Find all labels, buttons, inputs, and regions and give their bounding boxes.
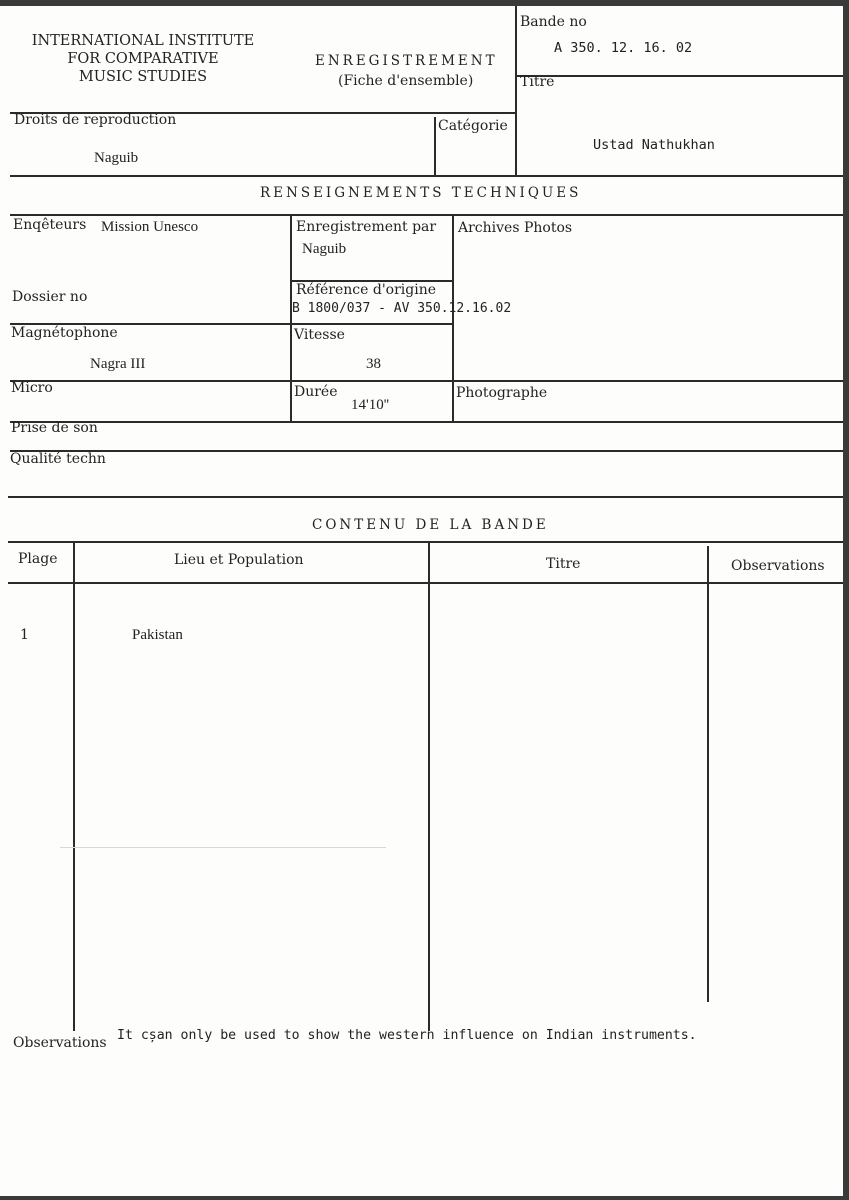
col-header-titre: Titre [546, 556, 581, 572]
table-col-divider-1 [73, 541, 75, 1031]
dossier-label: Dossier no [12, 289, 88, 305]
prise-de-son-label: Prise de son [11, 420, 98, 436]
enqueteurs-value: Mission Unesco [101, 219, 199, 235]
faint-mark [60, 847, 386, 848]
bande-label: Bande no [520, 14, 587, 30]
reference-value: B 1800/037 - AV 350.12.16.02 [292, 301, 512, 316]
tech-col-divider-1 [290, 214, 292, 422]
micro-label: Micro [11, 380, 53, 396]
table-header-rule [8, 582, 843, 584]
qualite-rule [10, 450, 843, 452]
form-subtitle: (Fiche d'ensemble) [338, 73, 474, 89]
institute-line-1: INTERNATIONAL INSTITUTE [31, 33, 255, 49]
recording-form [0, 6, 843, 1196]
table-col-divider-2 [428, 543, 430, 1031]
header-bottom-rule [10, 175, 843, 177]
micro-rule [10, 380, 843, 382]
technical-top-rule [10, 214, 843, 216]
bande-value: A 350. 12. 16. 02 [554, 40, 693, 56]
reference-label: Référence d'origine [296, 282, 437, 298]
row-plage: 1 [20, 627, 29, 643]
observations-label: Observations [13, 1035, 107, 1051]
categorie-label: Catégorie [438, 118, 508, 134]
duree-value: 14'10'' [351, 397, 390, 413]
vitesse-label: Vitesse [294, 327, 345, 343]
titre-value: Ustad Nathukhan [593, 137, 715, 153]
col-header-lieu: Lieu et Population [174, 552, 304, 568]
table-top-rule [8, 541, 843, 543]
droits-label: Droits de reproduction [14, 112, 177, 128]
archives-photos-label: Archives Photos [458, 220, 573, 236]
technical-bottom-rule [8, 496, 843, 498]
qualite-techn-label: Qualité techn [10, 451, 106, 467]
institute-line-2: FOR COMPARATIVE [67, 51, 219, 67]
prise-rule [10, 421, 843, 423]
droits-value: Naguib [94, 150, 139, 166]
row-lieu: Pakistan [132, 627, 183, 643]
col-header-plage: Plage [18, 551, 58, 567]
bande-rule [515, 75, 843, 77]
observations-value: It cșan only be used to show the western influence on Indian instruments. [117, 1028, 697, 1043]
header-divider [515, 6, 517, 176]
col-header-observations: Observations [731, 558, 825, 574]
vitesse-value: 38 [366, 356, 381, 372]
titre-label: Titre [520, 74, 555, 90]
magnetophone-value: Nagra III [90, 356, 146, 372]
enqueteurs-label: Enqêteurs [13, 217, 87, 233]
duree-label: Durée [294, 384, 338, 400]
categorie-divider [434, 117, 436, 177]
enregistrement-label: Enregistrement par [296, 219, 437, 235]
magnetophone-label: Magnétophone [11, 325, 118, 341]
content-section-title: CONTENU DE LA BANDE [312, 517, 549, 533]
photographe-label: Photographe [456, 385, 548, 401]
technical-section-title: RENSEIGNEMENTS TECHNIQUES [260, 185, 582, 201]
tech-col-divider-2 [452, 214, 454, 422]
institute-line-3: MUSIC STUDIES [78, 69, 208, 85]
form-title: ENREGISTREMENT [315, 53, 498, 69]
table-col-divider-3 [707, 546, 709, 1002]
enregistrement-value: Naguib [302, 241, 347, 257]
